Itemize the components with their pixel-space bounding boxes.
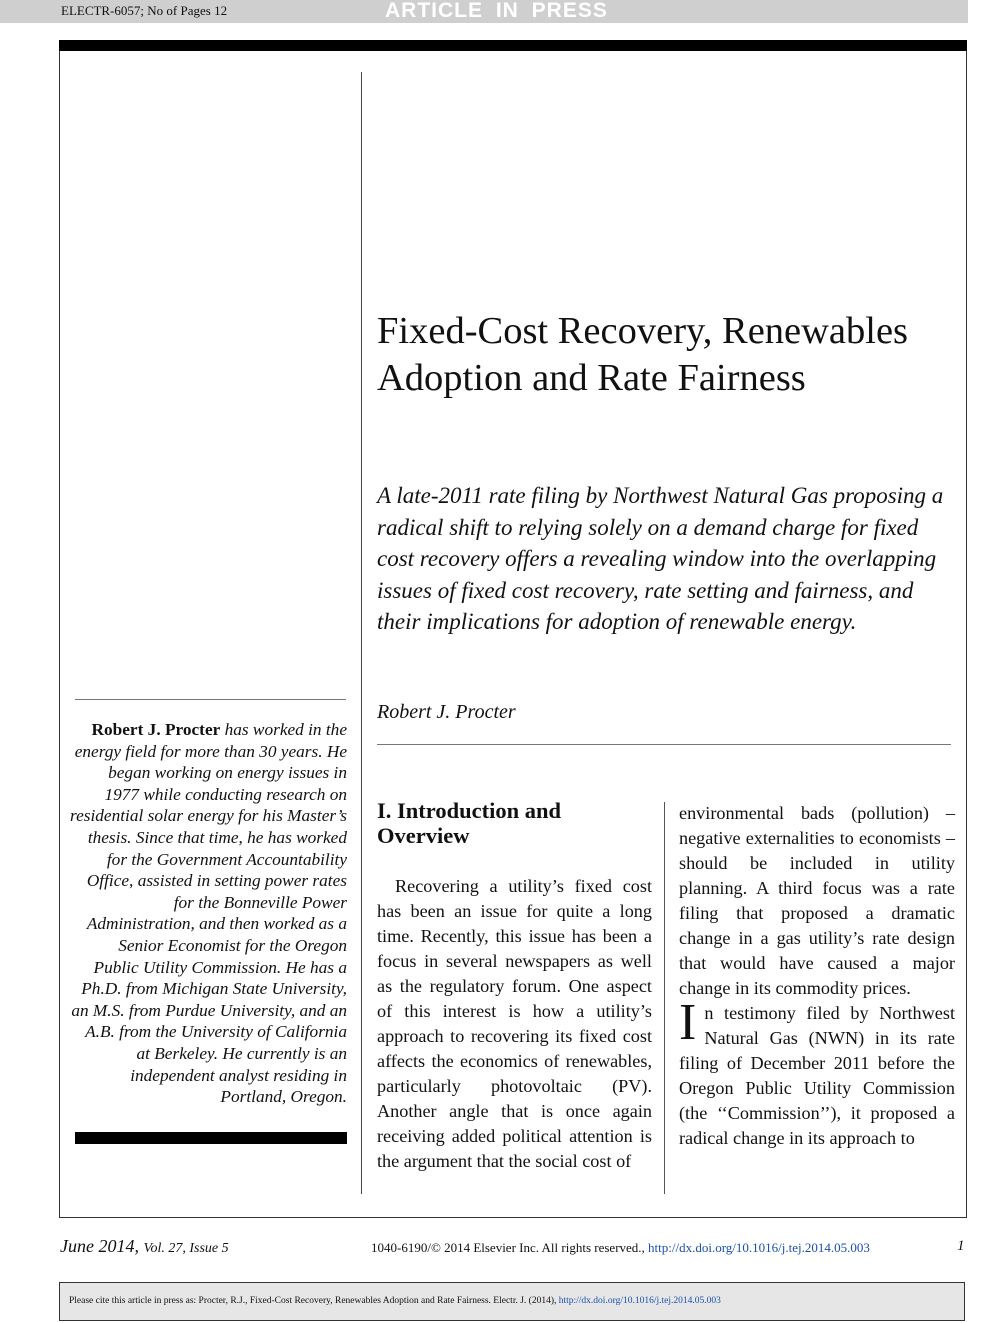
body-column-right (679, 801, 955, 1151)
bio-top-divider (75, 699, 346, 700)
body-column-left (377, 798, 652, 1174)
intro-paragraph: Recovering a utility’s fixed cost has been an issue for quite a long time. Recently, this issue has been a focus in several newspapers as well as the regulatory forum. One aspect of this interest is how a utility’s approach to recovering its fixed cost affects the economics of renewables, particularly photovoltaic (PV). Another angle that is once again receiving added political attention is the argument that the social cost of (377, 876, 652, 1171)
top-banner (0, 0, 968, 23)
continued-paragraph: environmental bads (pollution) – negative externalities to economists – should be included in utility planning. A third focus was a rate filing that proposed a dramatic change in a gas utility’s rate design that would have caused a major change in its commodity prices. (679, 803, 955, 998)
drop-cap: I (679, 994, 697, 1051)
doi-link[interactable]: http://dx.doi.org/10.1016/j.tej.2014.05.003 (648, 1240, 870, 1255)
testimony-paragraph (679, 994, 955, 1151)
testimony-text: n testimony filed by Northwest Natural Gas (NWN) in its rate filing of December 2011 before the Oregon Public Utility Commission (the ‘‘Commission’’), it proposed a radical change in its approach to (679, 1003, 955, 1148)
article-in-press-label: ARTICLE IN PRESS (385, 0, 608, 22)
issue-info (60, 1236, 229, 1257)
citation-box (59, 1282, 965, 1321)
article-title: Fixed-Cost Recovery, Renewables Adoption and Rate Fairness (377, 310, 909, 399)
article-abstract: A late-2011 rate filing by Northwest Natural Gas proposing a radical shift to relying solely on a demand charge for fixed cost recovery offers a revealing window into the overlapping issues of fixed cost recovery, rate setting and fairness, and their implications for adoption of renewable energy. (377, 483, 944, 634)
issue-volume: Vol. 27, Issue 5 (143, 1241, 229, 1256)
citation-prefix: Please cite this article in press as: Procter, R.J., Fixed-Cost Recovery, Renewables Adoption and Rate Fairness. Electr. J. (2014), (69, 1296, 559, 1306)
article-author: Robert J. Procter (377, 701, 516, 723)
issue-date: June 2014, (60, 1236, 139, 1256)
citation-doi-link[interactable]: http://dx.doi.org/10.1016/j.tej.2014.05.003 (558, 1296, 721, 1306)
author-bio (70, 719, 347, 1108)
bio-text: has worked in the energy field for more than 30 years. He began working on energy issues in 1977 while conducting research on residential solar energy for his Master’s thesis. Since that time, he has worked for the Government Accountability Office, assisted in setting power rates for the Bonneville Power Administration, and then worked as a Senior Economist for the Oregon Public Utility Commission. He has a Ph.D. from Michigan State University, an M.S. from Purdue University, and an A.B. from the University of California at Berkeley. He currently is an independent analyst residing in Portland, Oregon. (70, 720, 347, 1107)
bio-author-name: Robert J. Procter (91, 720, 221, 739)
section-heading: I. Introduction and Overview (377, 798, 562, 848)
bio-bottom-bar (75, 1132, 347, 1144)
main-divider (377, 744, 951, 745)
page-number: 1 (957, 1238, 965, 1254)
manuscript-code: ELECTR-6057; No of Pages 12 (61, 3, 228, 18)
sidebar-divider (361, 72, 362, 1194)
copyright-line (371, 1240, 870, 1256)
citation-text (69, 1296, 721, 1306)
copyright-text: 1040-6190/© 2014 Elsevier Inc. All rights reserved., (371, 1240, 645, 1255)
column-divider (664, 802, 665, 1194)
frame-top-bar (59, 40, 967, 51)
